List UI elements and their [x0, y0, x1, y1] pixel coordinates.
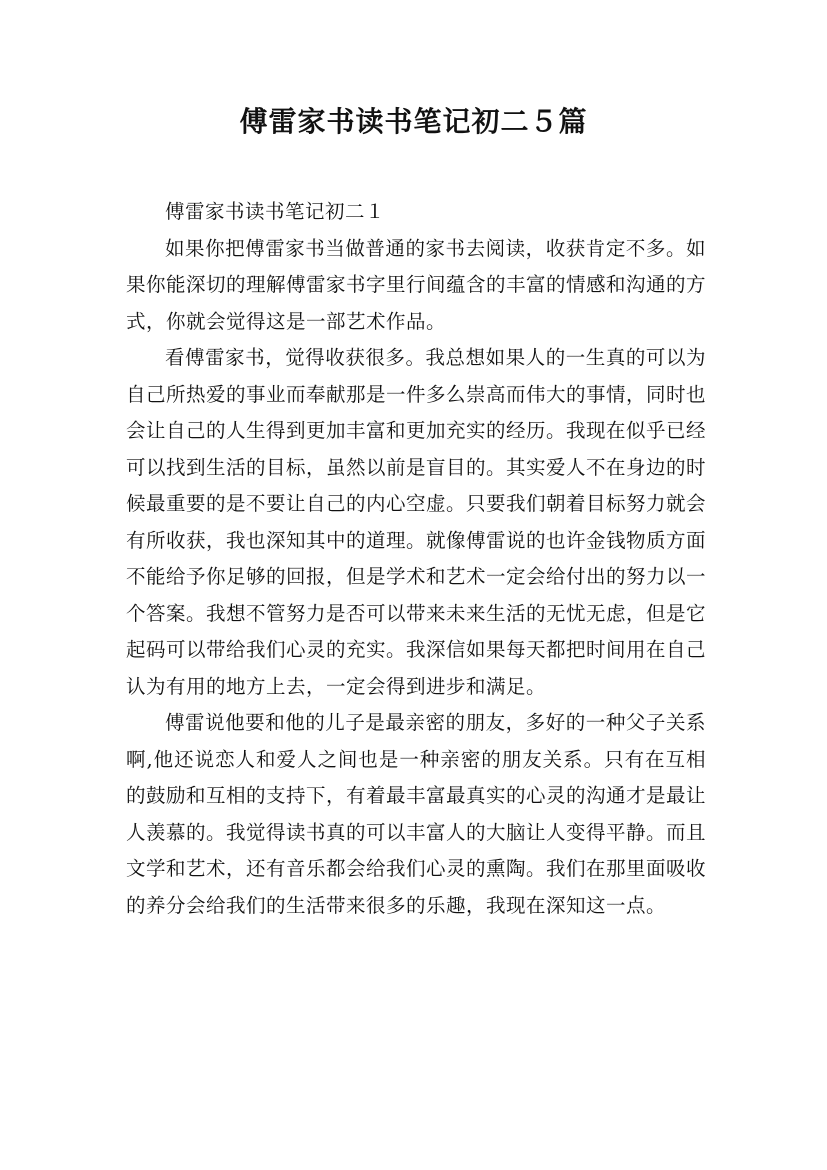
paragraph-3: 傅雷说他要和他的儿子是最亲密的朋友，多好的一种父子关系啊,他还说恋人和爱人之间也是一种亲密的朋友关系。只有在互相的鼓励和互相的支持下，有着最丰富最真实的心灵的沟通才是最让人羡慕的。我觉得读书真的可以丰富人的大脑让人变得平静。而且文学和艺术，还有音乐都会给我们心灵的熏陶。我们在那里面吸收的养分会给我们的生活带来很多的乐趣，我现在深知这一点。 [126, 711, 707, 917]
paragraph-1: 如果你把傅雷家书当做普通的家书去阅读，收获肯定不多。如果你能深切的理解傅雷家书字里行间蕴含的丰富的情感和沟通的方式，你就会觉得这是一部艺术作品。 [126, 236, 707, 333]
document-body [126, 194, 706, 924]
document-title: 傅雷家书读书笔记初二５篇 [239, 105, 588, 138]
section-heading: 傅雷家书读书笔记初二１ [165, 200, 386, 223]
paragraph-2: 看傅雷家书，觉得收获很多。我总想如果人的一生真的可以为自己所热爱的事业而奉献那是一件多么崇高而伟大的事情，同时也会让自己的人生得到更加丰富和更加充实的经历。我现在似乎已经可以找到生活的目标，虽然以前是盲目的。其实爱人不在身边的时候最重要的是不要让自己的内心空虚。只要我们朝着目标努力就会有所收获，我也深知其中的道理。就像傅雷说的也许金钱物质方面不能给予你足够的回报，但是学术和艺术一定会给付出的努力以一个答案。我想不管努力是否可以带来未来生活的无忧无虑，但是它起码可以带给我们心灵的充实。我深信如果每天都把时间用在自己认为有用的地方上去，一定会得到进步和满足。 [126, 346, 707, 698]
